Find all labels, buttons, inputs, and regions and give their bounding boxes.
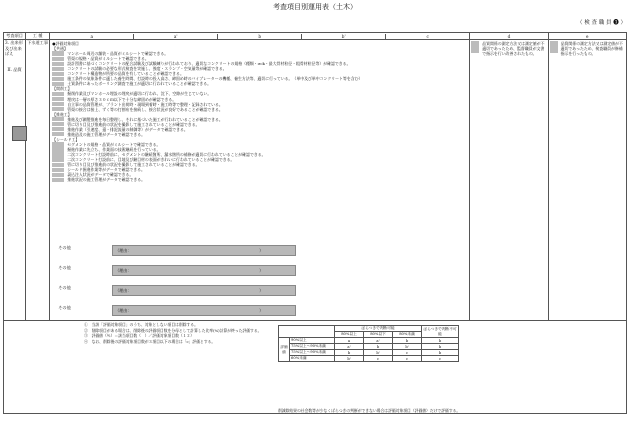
header-e: e: [548, 33, 626, 40]
note-item: ① 当該「評価対象項目」のうち、対象としない項目は削除する。: [84, 322, 198, 327]
criteria-checkbox[interactable]: [52, 102, 64, 106]
criteria-checkbox[interactable]: [52, 97, 64, 101]
criteria-checkbox[interactable]: [52, 152, 64, 156]
header-b: b: [217, 34, 301, 39]
item-name: 3. 出来形及び出来ばえ: [5, 40, 23, 56]
grade-row: [279, 356, 459, 362]
criteria-text: 土質条件にあったボーリング調査で施工が適切に行われていることが確認できる。: [67, 81, 212, 87]
header-d: d: [470, 33, 548, 40]
criteria-row: [52, 177, 466, 182]
note-item: ④ なお、削除後の評価対象項目数が３項目以下の場合は「c」評価とする。: [84, 338, 216, 344]
other-row: [58, 262, 468, 282]
other-label: その他: [58, 285, 71, 290]
criteria-text: 二次コンクリート打設時前に、セグメントの継続箇所、漏水箇所の補修が適切に行われていることが確認できる。: [67, 152, 266, 158]
criteria-checkbox[interactable]: [52, 107, 64, 111]
other-row: [58, 242, 468, 262]
other-reason-close: ）: [259, 268, 264, 273]
other-reason-field[interactable]: [112, 265, 296, 276]
criteria-section: 【開削工】: [52, 86, 72, 92]
grade-row-label: 75%以上～90%未満: [290, 350, 335, 356]
note-item: ③ 評価値（％）＝該当項目数（ ）／評価対象項目数（１２）: [84, 333, 195, 339]
item-sub: II. 品質: [7, 66, 22, 72]
grade-value: b: [364, 344, 393, 350]
other-reason-field[interactable]: [112, 285, 296, 296]
criteria-checkbox[interactable]: [52, 178, 64, 182]
criteria-checkbox[interactable]: [52, 92, 64, 96]
criteria-text: 裏込注入状況がデータで確認できる。: [67, 172, 134, 178]
criteria-checkbox[interactable]: [52, 117, 64, 121]
grade-value: c: [364, 356, 393, 362]
e-checkbox[interactable]: [550, 41, 558, 53]
header-item: 考査項目: [4, 33, 26, 40]
grade-sub-3: 80%未満: [393, 332, 422, 338]
header-b2: b': [301, 34, 385, 39]
criteria-checkbox[interactable]: [52, 157, 64, 161]
criteria-text: コンクリートの試験の必要な形式検査を実施し、強度・スランプ・空気量等が確認できる。: [67, 66, 227, 72]
e-cell: [548, 40, 626, 321]
criteria-checkbox[interactable]: [52, 142, 64, 146]
other-reason-open: （理由：: [115, 268, 132, 273]
grade-row-label: 60%未満: [290, 356, 335, 362]
criteria-section: 【シールド工】: [52, 136, 80, 142]
grade-value: b: [422, 344, 459, 350]
grade-sub-2: 80%以下: [364, 332, 393, 338]
criteria-text: 推進及び鋼製推進を毎日整理し、それに基づいた施工が行われていることが確認できる。: [67, 116, 223, 122]
criteria-checkbox[interactable]: [52, 173, 64, 177]
grade-value: b': [335, 356, 364, 362]
grade-value: c: [393, 356, 422, 362]
criteria-section: 【推進工】: [52, 111, 72, 117]
grade-value: a: [335, 338, 364, 344]
grade-sub-1: 80%以上: [335, 332, 364, 338]
other-reason-field[interactable]: [112, 305, 296, 316]
other-row: [58, 282, 468, 302]
criteria-text: 管に切り目及び推進前の状況を撮影して施工されていることが確認できる。: [67, 121, 200, 127]
other-reason-open: （理由：: [115, 288, 132, 293]
criteria-checkbox[interactable]: [52, 51, 64, 55]
criteria-text: セグメントの規格・品質がミルシートで確認できる。: [67, 141, 161, 147]
kind-cell: 下水道工事: [26, 40, 50, 321]
examiner-label: （ 検 査 職 員 ❸ ）: [577, 20, 626, 26]
criteria-checkbox[interactable]: [52, 168, 64, 172]
criteria-checkbox[interactable]: [52, 62, 64, 66]
grade-value: c: [422, 356, 459, 362]
criteria-checkbox[interactable]: [52, 77, 64, 81]
criteria-checkbox[interactable]: [52, 57, 64, 61]
grading-table: [278, 325, 459, 362]
grade-value: b: [335, 350, 364, 356]
criteria-text: 推進作業（引速度、還・排泥流量の制御等）がデータで確認できる。: [67, 126, 188, 132]
header-grades: [50, 33, 470, 40]
criteria-text: 自立事の品質管理が、プラント出荷時・現場到着時・施工時等で整理・記録されている。: [67, 101, 223, 107]
criteria-text: 設計図書に基づくコンクリートの配合試験及び試験練りが行われており、適切なコンクリートの規格（種類・σck・最大骨材粒径・粗骨材粒径等）が確認できる。: [67, 61, 351, 67]
criteria-heading: ●評価対象項目: [52, 41, 79, 46]
criteria-text: 施工条件の気象条件に適した養生時間、打設時の投入高さ、締固め時のバイブレーターの機種、養生方法等、適切に行っている。（単中及び単中コンクリート等を含む）: [67, 76, 363, 82]
criteria-checkbox[interactable]: [52, 82, 64, 86]
criteria-checkbox[interactable]: [52, 72, 64, 76]
header-kind: 工 種: [26, 33, 50, 40]
criteria-text: 管渠の接合は接上、ずく等の打割布を接続し、接合状況が良好であることが確認できる。: [67, 106, 223, 112]
others-list: [58, 242, 468, 322]
other-label: その他: [58, 245, 71, 250]
criteria-list: [52, 41, 466, 182]
criteria-checkbox[interactable]: [52, 67, 64, 71]
page-title: 考査項目別運用表（土木）: [273, 3, 357, 11]
criteria-cell: [50, 40, 470, 321]
criteria-checkbox[interactable]: [52, 132, 64, 136]
d-checkbox[interactable]: [471, 41, 479, 53]
criteria-checkbox[interactable]: [52, 127, 64, 131]
criteria-text: 推進状況の施工管理がデータで確認できる。: [67, 177, 146, 183]
header-c: c: [385, 34, 469, 39]
other-reason-field[interactable]: [112, 245, 296, 256]
grade-row-label: 75%以上～90%未満: [290, 344, 335, 350]
other-reason-close: ）: [259, 248, 264, 253]
criteria-text: 二次コンクリート打設前に、目地及び継目材の表面がきれいに行われていることが確認できる。: [67, 157, 235, 163]
criteria-text: 掘進作業に先立ち、作業面の技術継続を行っている。: [67, 146, 161, 152]
item-cell: [4, 40, 26, 321]
criteria-checkbox[interactable]: [52, 122, 64, 126]
d-text: 品質関係の測定方法又は測定値が不適切であったため、監督職員が文書で指示を行い改善されたもの。: [482, 41, 545, 56]
other-label: その他: [58, 305, 71, 310]
other-reason-open: （理由：: [115, 248, 132, 253]
grade-value: a': [364, 338, 393, 344]
grade-value: a': [335, 344, 364, 350]
grade-side-label: 評価値: [279, 338, 290, 362]
criteria-checkbox[interactable]: [52, 147, 64, 151]
other-reason-close: ）: [259, 308, 264, 313]
criteria-text: 掘削作業及びマンホール埋設の埋戻が適切に行われ、沈下、空隙が生じていない。: [67, 91, 212, 97]
notes: [84, 322, 270, 344]
grade-col-header-2: ばらつきで判断不可能: [423, 326, 457, 336]
criteria-text: コンクリート構造物が所要の品質を有していることが確認できる。: [67, 71, 184, 77]
grading-footnote: 削減除結果の社会数等が少なくばらつきの判断ができない場合は評価対象項目（評価値）だけで評価する。: [278, 408, 461, 413]
criteria-text: 管に切り目及び推進前の状況を撮影して施工されていることが確認できる。: [67, 162, 200, 168]
criteria-checkbox[interactable]: [52, 163, 64, 167]
criteria-text: マンホール周辺の舗装・品質がミルシートで確認できる。: [67, 51, 169, 57]
e-text: 品質関係の測定方法又は測定値が不適切であったため、検査職員が修補指示を行ったもの。: [560, 41, 623, 56]
criteria-text: 埋戻は一層の厚さ３０ｃｍ以下で十分な締固めが確認できる。: [67, 96, 177, 102]
criteria-text: 推進造及の施工管理がデータで確認できる。: [67, 131, 146, 137]
header-a2: a': [133, 34, 217, 39]
grade-row-label: 90%以上: [290, 338, 335, 344]
grade-value: c: [393, 350, 422, 356]
d-cell: [470, 40, 548, 321]
grade-col-header-1: ばらつきで判断可能: [335, 326, 422, 332]
note-item: ② 削除項目がある場合は、削除後の評価項目数を分母として計算した比率(%)計算が終った評価する。: [84, 327, 262, 333]
grade-value: b: [422, 338, 459, 344]
criteria-section: 【共通】: [52, 46, 68, 52]
other-reason-open: （理由：: [115, 308, 132, 313]
other-reason-close: ）: [259, 288, 264, 293]
other-label: その他: [58, 265, 71, 270]
grade-value: b: [393, 338, 422, 344]
grade-value: b': [393, 344, 422, 350]
grade-marker: [12, 126, 27, 141]
evaluation-table: [3, 32, 627, 321]
criteria-text: シールド掘進作業等がデータで確認できる。: [67, 167, 145, 173]
criteria-text: 管渠の規格・品質がミルシートで確認できる。: [67, 56, 149, 62]
grade-value: b': [364, 350, 393, 356]
header-a: a: [90, 33, 93, 39]
grade-value: b: [422, 350, 459, 356]
